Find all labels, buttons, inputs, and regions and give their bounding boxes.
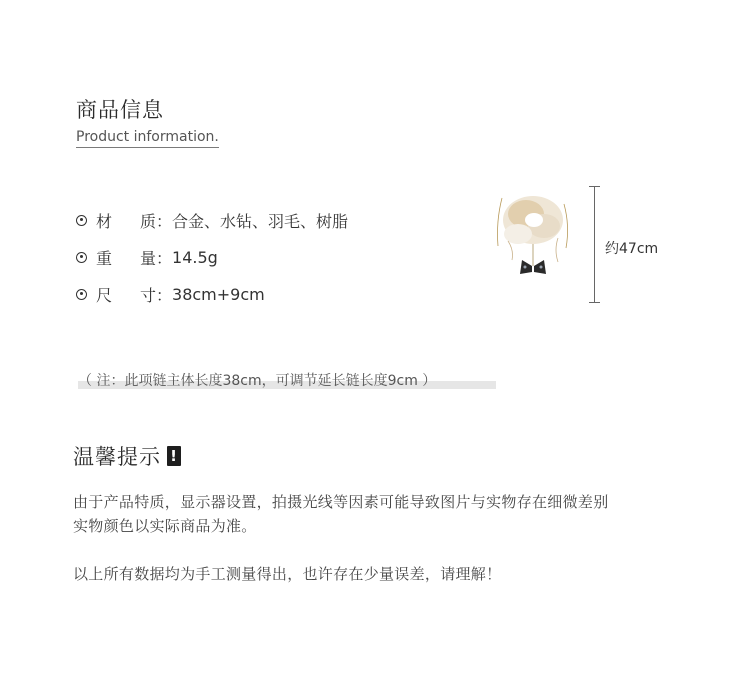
- spec-label: 尺 寸: [96, 285, 156, 305]
- spec-row-weight: 重 量 ： 14.5g: [76, 245, 218, 269]
- bullet-circle-icon: [76, 289, 87, 300]
- tips-line-3: 以上所有数据均为手工测量得出，也许存在少量误差，请理解！: [73, 565, 502, 583]
- tips-title-text: 温馨提示: [73, 445, 161, 469]
- warning-icon: !: [167, 446, 181, 466]
- spec-label: 材 质: [96, 211, 156, 231]
- spec-value: 合金、水钻、羽毛、树脂: [172, 211, 349, 231]
- dimension-label: 约47cm: [605, 241, 659, 257]
- dimension-line: [594, 187, 595, 302]
- spec-row-size: 尺 寸 ： 38cm+9cm: [76, 282, 265, 306]
- spec-row-material: 材 质 ： 合金、水钻、羽毛、树脂: [76, 208, 348, 232]
- bullet-circle-icon: [76, 252, 87, 263]
- section-subtitle: Product information.: [76, 129, 219, 148]
- tips-line-2: 实物颜色以实际商品为准。: [73, 517, 257, 535]
- spec-label: 重 量: [96, 248, 156, 268]
- spec-value: 14.5g: [172, 247, 218, 267]
- spec-value: 38cm+9cm: [172, 284, 265, 304]
- length-note: （ 注：此项链主体长度38cm，可调节延长链长度9cm ）: [78, 373, 437, 389]
- tips-title: [73, 441, 181, 471]
- bullet-circle-icon: [76, 215, 87, 226]
- dimension-cap-bottom: [589, 302, 600, 303]
- tips-line-1: 由于产品特质，显示器设置，拍摄光线等因素可能导致图片与实物存在细微差别: [73, 493, 609, 511]
- section-title: 商品信息: [76, 98, 164, 122]
- necklace-product-image: [488, 186, 578, 296]
